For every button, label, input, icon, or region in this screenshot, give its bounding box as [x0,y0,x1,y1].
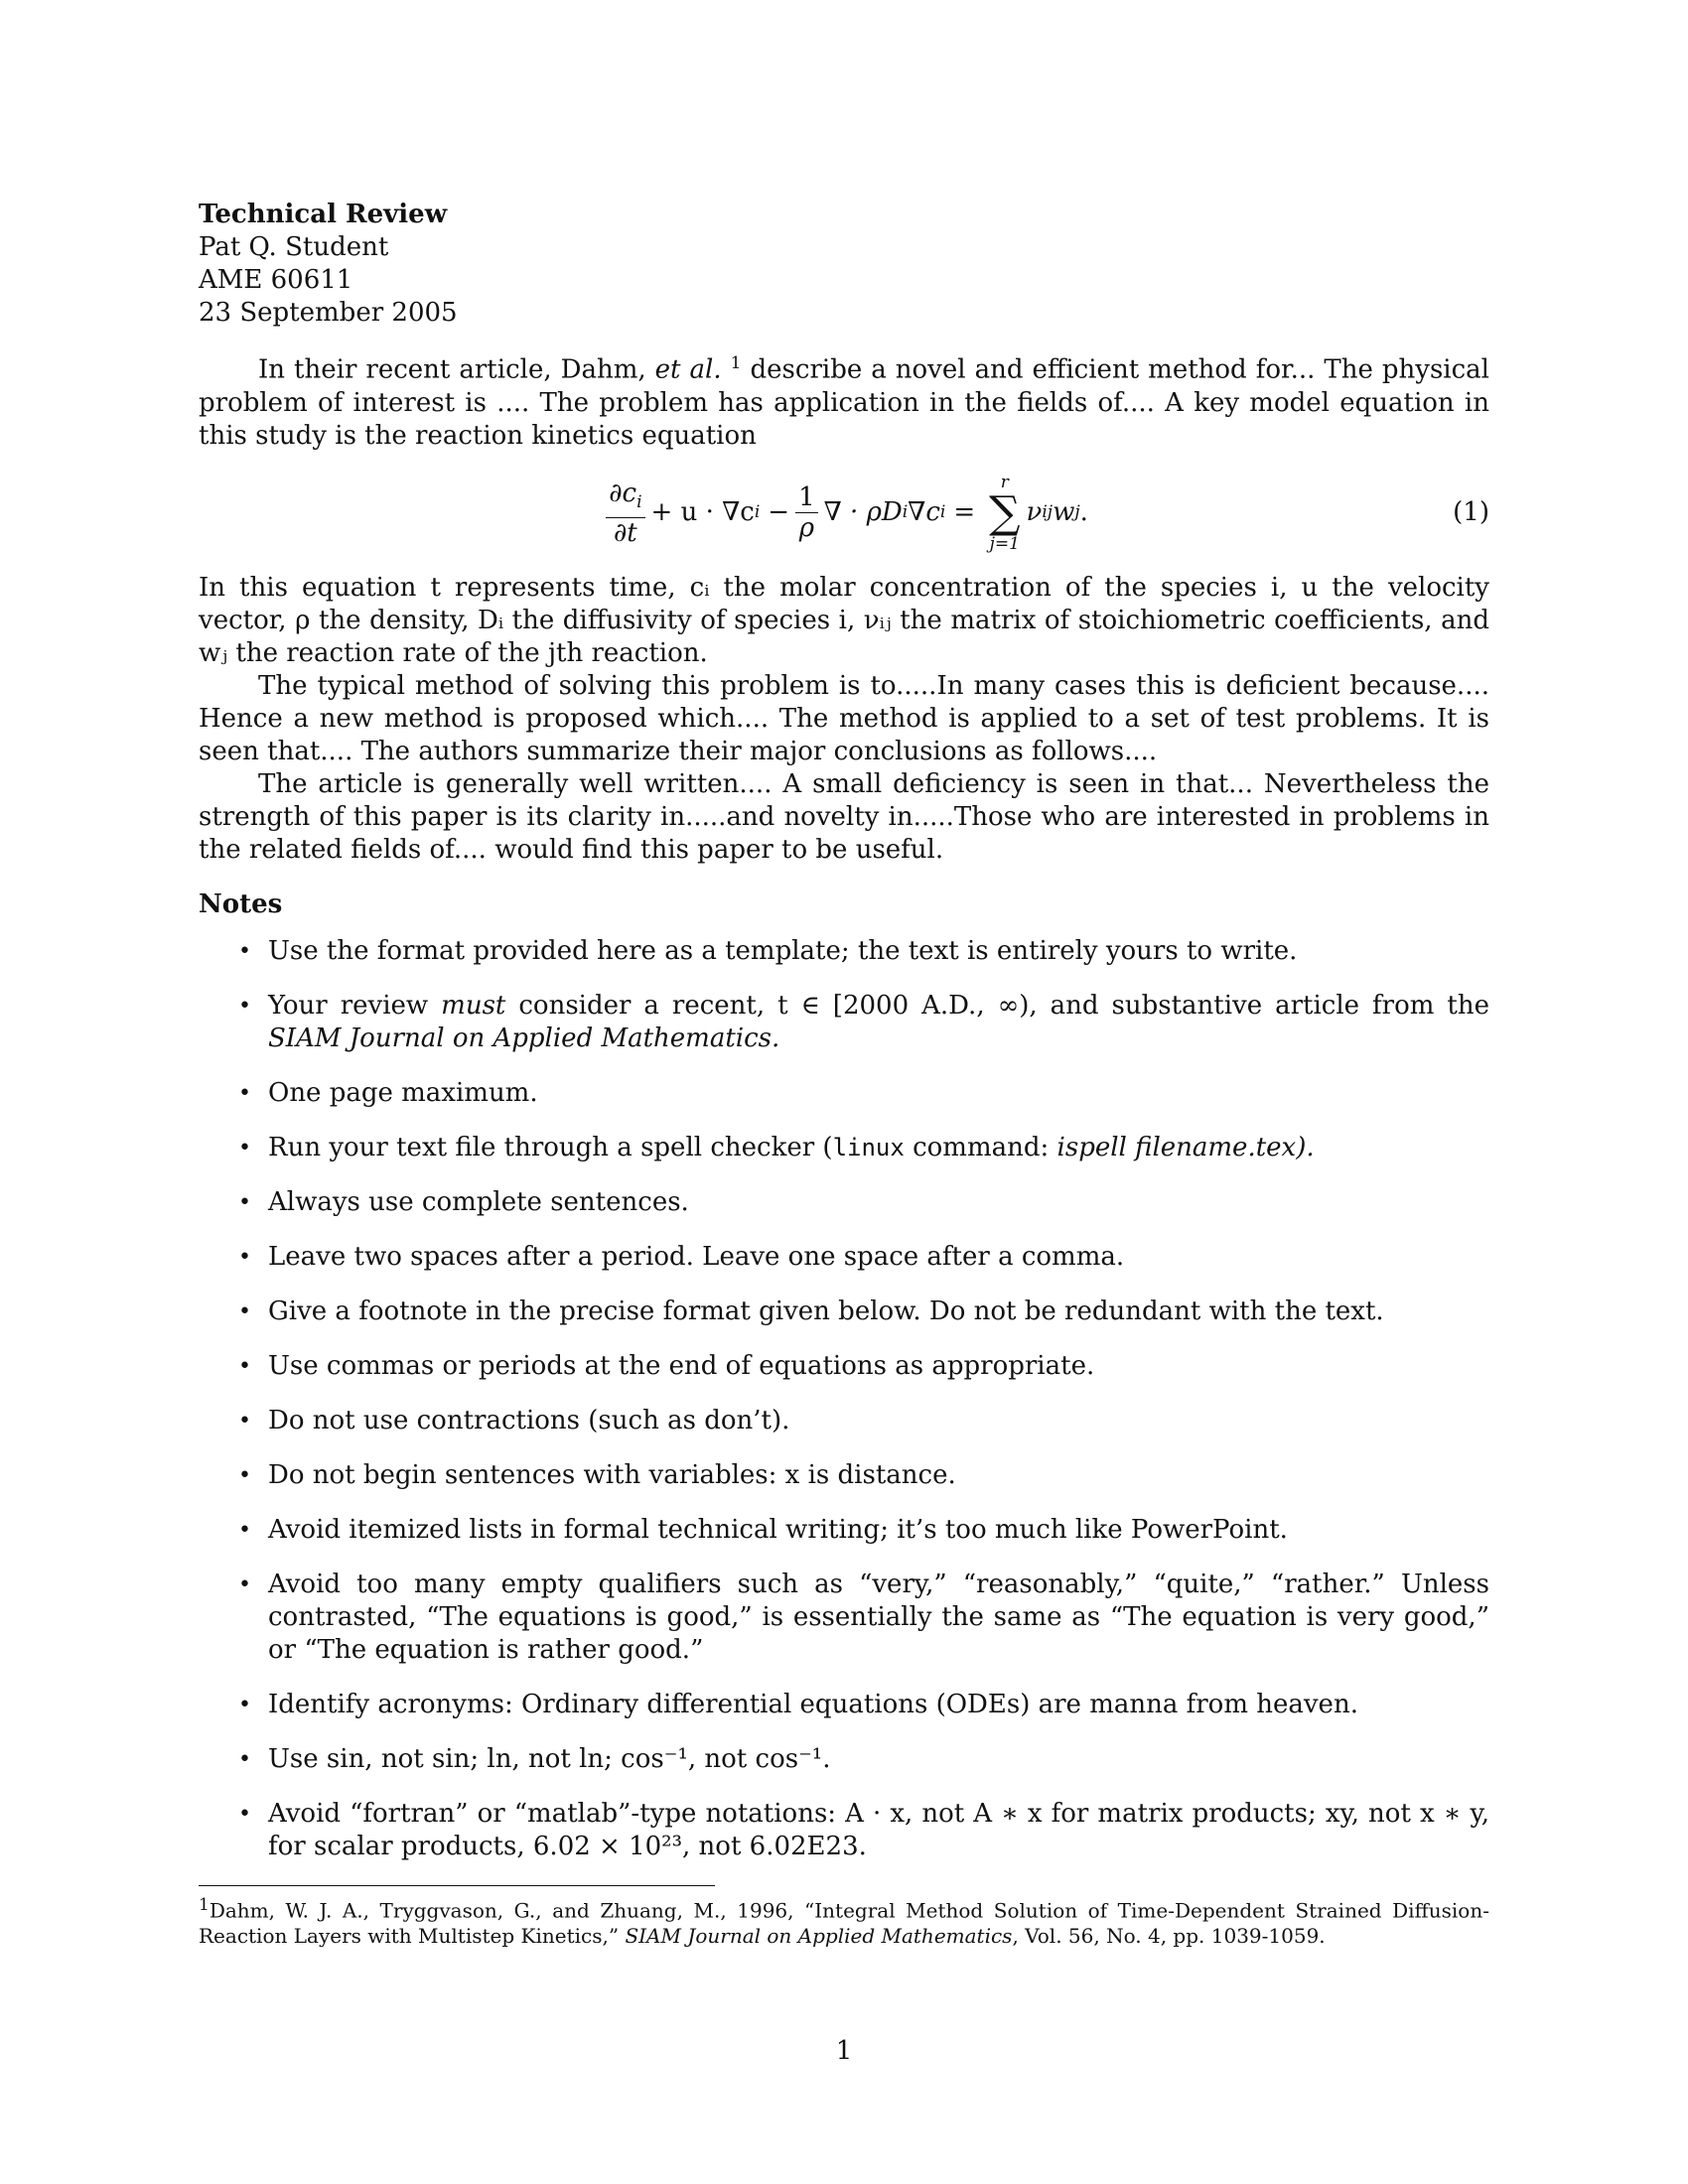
equation-number: (1) [1453,496,1489,527]
intro-text-b: describe a novel and efficient method for... The physical problem of interest is .... The problem has application in the fields of.... A key model equation in this study is the reaction kinetics equation [199,354,1490,451]
list-item: • Avoid too many empty qualifiers such as “very,” “reasonably,” “quite,” “rather.” Unless contrasted, “The equations is good,” is essentially the same as “The equation is very good,” or “The equation is rather good.” [238,1569,1489,1665]
bullet-icon: • [238,993,251,1019]
variables-paragraph: In this equation t represents time, cᵢ the molar concentration of the species i, u the velocity vector, ρ the density, Dᵢ the diffusivity of species i, νᵢⱼ the matrix of stoichiometric coefficients, and wⱼ the reaction rate of the jth reaction. [199,572,1489,668]
intro-text-a: In their recent article, Dahm, [258,354,655,385]
author-name: Pat Q. Student [199,232,389,262]
footnote-mark: 1 [199,1894,210,1915]
bullet-icon: • [238,1353,251,1379]
list-item: • Do not begin sentences with variables: x is distance. [238,1459,956,1490]
list-item: • Use commas or periods at the end of equations as appropriate. [238,1350,1095,1381]
list-item: • Leave two spaces after a period. Leave one space after a comma. [238,1241,1125,1272]
list-item: • Run your text file through a spell checker (linux command: ispell filename.tex). [238,1132,1315,1162]
document-page [199,199,1489,1949]
document-title: Technical Review [199,200,448,229]
list-item: • Avoid itemized lists in formal technical writing; it’s too much like PowerPoint. [238,1514,1288,1545]
bullet-icon: • [238,1408,251,1433]
page-number: 1 [835,2036,853,2066]
bullet-icon: • [238,1298,251,1324]
bullet-icon: • [238,1244,251,1270]
bullet-icon: • [238,1692,251,1717]
reaction-kinetics-equation [199,459,1489,568]
inverse-density-fraction: $\frac{1}{\rho}$ [795,482,818,543]
bullet-icon: • [238,1080,251,1106]
bullet-icon: • [238,1135,251,1160]
header-block [199,199,1489,330]
list-item: • Avoid “fortran” or “matlab”-type notations: A · x, not A ∗ x for matrix products; xy, not x ∗ y, for scalar products, 6.02 × 10²³, not 6.02E23. [238,1798,1489,1861]
list-item: • Use the format provided here as a template; the text is entirely yours to write. [238,935,1298,966]
footnote-divider [199,1885,715,1886]
bullet-icon: • [238,1571,251,1597]
list-item: • Use sin, not sin; ln, not ln; cos⁻¹, not cos⁻¹. [238,1743,831,1774]
list-item: • Identify acronyms: Ordinary differential equations (ODEs) are manna from heaven. [238,1689,1358,1719]
bullet-icon: • [238,1801,251,1827]
list-item: • One page maximum. [238,1077,538,1108]
equation-body: $\frac{\partial c_i}{\partial t}$ + u · ∇c i − $\frac{1}{\rho}$ ∇ · ρD i ∇c i = r ∑ j=1 ν ij w j . [600,474,1088,553]
method-paragraph: The typical method of solving this problem is to.....In many cases this is deficient because.... Hence a new method is proposed which.... The method is applied to a set of test problems. It is seen that.... The authors summarize their major conclusions as follows.... [199,670,1489,766]
list-item: • Give a footnote in the precise format given below. Do not be redundant with the text. [238,1296,1384,1326]
assessment-paragraph: The article is generally well written.... A small deficiency is seen in that... Nevertheless the strength of this paper is its clarity in.....and novelty in.....Those who are interested in problems in the related fields of.... would find this paper to be useful. [199,768,1489,865]
course-code: AME 60611 [199,265,353,295]
list-item: • Do not use contractions (such as don’t). [238,1405,790,1435]
notes-heading: Notes [199,888,283,919]
et-al: et al. [654,354,722,385]
summation: r ∑ j=1 [989,472,1021,554]
bullet-icon: • [238,1462,251,1488]
bullet-icon: • [238,1746,251,1772]
bullet-icon: • [238,1517,251,1543]
notes-list [199,935,1489,1863]
bullet-icon: • [238,1189,251,1215]
list-item: • Your review must consider a recent, t ∈ [2000 A.D., ∞), and substantive article from the SIAM Journal on Applied Mathematics. [238,990,1489,1053]
bullet-icon: • [238,938,251,964]
intro-paragraph [199,347,1489,453]
list-item: • Always use complete sentences. [238,1186,689,1217]
footnote-reference: 1 [730,353,742,373]
document-date: 23 September 2005 [199,298,458,328]
footnote: $^1$Dahm, W. J. A., Tryggvason, G., and Zhuang, M., 1996, “Integral Method Solution of Time-Dependent Strained Diffusion-Reaction Layers with Multistep Kinetics,” SIAM Journal on Applied Mathematics, Vol. 56, No. 4, pp. 1039-1059. [199,1894,1489,1949]
time-derivative-fraction: $\frac{\partial c_i}{\partial t}$ [606,478,644,548]
